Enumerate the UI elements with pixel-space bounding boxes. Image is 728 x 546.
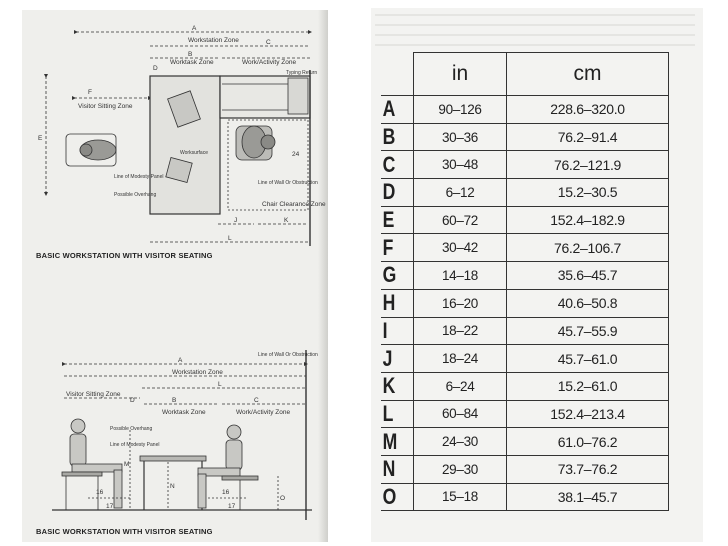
workstation-diagrams — [22, 10, 328, 542]
label-j: J — [234, 217, 238, 224]
cell-in: 29–30 — [414, 455, 507, 483]
cell-in: 24–30 — [414, 428, 507, 456]
faded-header-text — [375, 10, 695, 52]
cell-in: 6–12 — [414, 179, 507, 207]
cell-cm: 15.2–61.0 — [507, 372, 669, 400]
label-line-of-modesty-panel: Line of Modesty Panel — [114, 174, 164, 180]
cell-in: 15–18 — [414, 483, 507, 511]
cell-cm: 152.4–182.9 — [507, 206, 669, 234]
cell-cm: 35.6–45.7 — [507, 262, 669, 290]
cell-letter: I — [381, 317, 407, 345]
label-l-bottom: L — [218, 381, 222, 388]
cell-letter: E — [381, 206, 407, 234]
cell-cm: 40.6–50.8 — [507, 289, 669, 317]
cell-letter: O — [381, 483, 407, 511]
label-n-bottom: N — [170, 483, 175, 490]
label-dim-24: 24 — [292, 151, 300, 158]
label-b-bottom: B — [172, 397, 177, 404]
cell-letter: C — [381, 151, 407, 179]
label-work-activity-zone-bottom: Work/Activity Zone — [236, 409, 291, 416]
cell-cm: 45.7–61.0 — [507, 345, 669, 373]
cell-letter: A — [381, 96, 407, 124]
cell-cm: 152.4–213.4 — [507, 400, 669, 428]
label-workstation-zone-bottom: Workstation Zone — [172, 369, 223, 376]
cell-cm: 38.1–45.7 — [507, 483, 669, 511]
table-row — [381, 96, 669, 124]
cell-letter: J — [381, 345, 407, 373]
table-body — [381, 96, 669, 511]
cell-cm: 61.0–76.2 — [507, 428, 669, 456]
table-page — [371, 8, 703, 542]
cell-in: 60–84 — [414, 400, 507, 428]
label-c-bottom: C — [254, 397, 259, 404]
cell-letter: K — [381, 372, 407, 400]
cell-in: 90–126 — [414, 96, 507, 124]
cell-letter: N — [381, 455, 407, 483]
table-row — [381, 262, 669, 290]
table-row — [381, 428, 669, 456]
label-l: L — [228, 235, 232, 242]
cell-cm: 228.6–320.0 — [507, 96, 669, 124]
cell-cm: 76.2–106.7 — [507, 234, 669, 262]
table-row — [381, 317, 669, 345]
label-c: C — [266, 39, 271, 46]
cell-in: 6–24 — [414, 372, 507, 400]
cell-cm: 76.2–121.9 — [507, 151, 669, 179]
cell-letter: D — [381, 179, 407, 207]
diagram-page — [22, 10, 328, 542]
label-d-bottom: D — [130, 397, 135, 404]
cell-in: 18–22 — [414, 317, 507, 345]
label-f: F — [88, 89, 92, 96]
label-typing-return: Typing Return — [286, 70, 318, 76]
label-workstation-zone: Workstation Zone — [188, 37, 239, 44]
label-a-bottom: A — [178, 357, 183, 364]
cell-letter: B — [381, 123, 407, 151]
label-possible-overhang-bottom: Possible Overhang — [110, 426, 153, 432]
bottom-diagram-caption: BASIC WORKSTATION WITH VISITOR SEATING — [36, 527, 213, 536]
label-dim-17-right: 17 — [228, 503, 236, 510]
table-row — [381, 345, 669, 373]
cell-cm: 15.2–30.5 — [507, 179, 669, 207]
table-header-row — [381, 53, 669, 96]
table-row — [381, 289, 669, 317]
cell-cm: 45.7–55.9 — [507, 317, 669, 345]
label-dim-16-right: 16 — [222, 489, 230, 496]
label-m-bottom: M — [124, 461, 130, 468]
label-k: K — [284, 217, 289, 224]
header-blank — [381, 53, 414, 96]
table-row — [381, 455, 669, 483]
table-row — [381, 400, 669, 428]
table-row — [381, 234, 669, 262]
cell-letter: F — [381, 234, 407, 262]
label-worktask-zone: Worktask Zone — [170, 59, 214, 66]
label-d: D — [153, 65, 158, 72]
label-e: E — [38, 135, 43, 142]
cell-in: 30–48 — [414, 151, 507, 179]
label-line-of-wall-bottom: Line of Wall Or Obstruction — [258, 352, 318, 358]
table-row — [381, 179, 669, 207]
cell-in: 30–36 — [414, 123, 507, 151]
top-diagram-caption: BASIC WORKSTATION WITH VISITOR SEATING — [36, 251, 213, 260]
label-dim-17-left: 17 — [106, 503, 114, 510]
cell-letter: M — [381, 428, 407, 456]
label-visitor-sitting-zone: Visitor Sitting Zone — [78, 103, 133, 110]
table-row — [381, 123, 669, 151]
cell-in: 14–18 — [414, 262, 507, 290]
cell-letter: H — [381, 289, 407, 317]
cell-in: 16–20 — [414, 289, 507, 317]
label-line-of-wall: Line of Wall Or Obstruction — [258, 180, 318, 186]
label-worktask-zone-bottom: Worktask Zone — [162, 409, 206, 416]
label-worksurface: Worksurface — [180, 150, 208, 156]
label-dim-16-left: 16 — [96, 489, 104, 496]
header-cm: cm — [507, 53, 669, 96]
label-work-activity-zone: Work/Activity Zone — [242, 59, 297, 66]
label-a: A — [192, 25, 197, 32]
cell-in: 18–24 — [414, 345, 507, 373]
label-chair-clearance-zone: Chair Clearance Zone — [262, 201, 326, 208]
cell-letter: G — [381, 262, 407, 290]
header-in: in — [414, 53, 507, 96]
label-possible-overhang: Possible Overhang — [114, 192, 157, 198]
label-o-bottom: O — [280, 495, 286, 502]
cell-in: 30–42 — [414, 234, 507, 262]
table-row — [381, 151, 669, 179]
table-row — [381, 206, 669, 234]
label-line-of-modesty-panel-bottom: Line of Modesty Panel — [110, 442, 160, 448]
label-visitor-sitting-zone-bottom: Visitor Sitting Zone — [66, 391, 121, 398]
cell-letter: L — [381, 400, 407, 428]
cell-cm: 73.7–76.2 — [507, 455, 669, 483]
table-row — [381, 483, 669, 511]
cell-in: 60–72 — [414, 206, 507, 234]
table-row — [381, 372, 669, 400]
dimension-table — [381, 52, 669, 511]
cell-cm: 76.2–91.4 — [507, 123, 669, 151]
label-b: B — [188, 51, 193, 58]
